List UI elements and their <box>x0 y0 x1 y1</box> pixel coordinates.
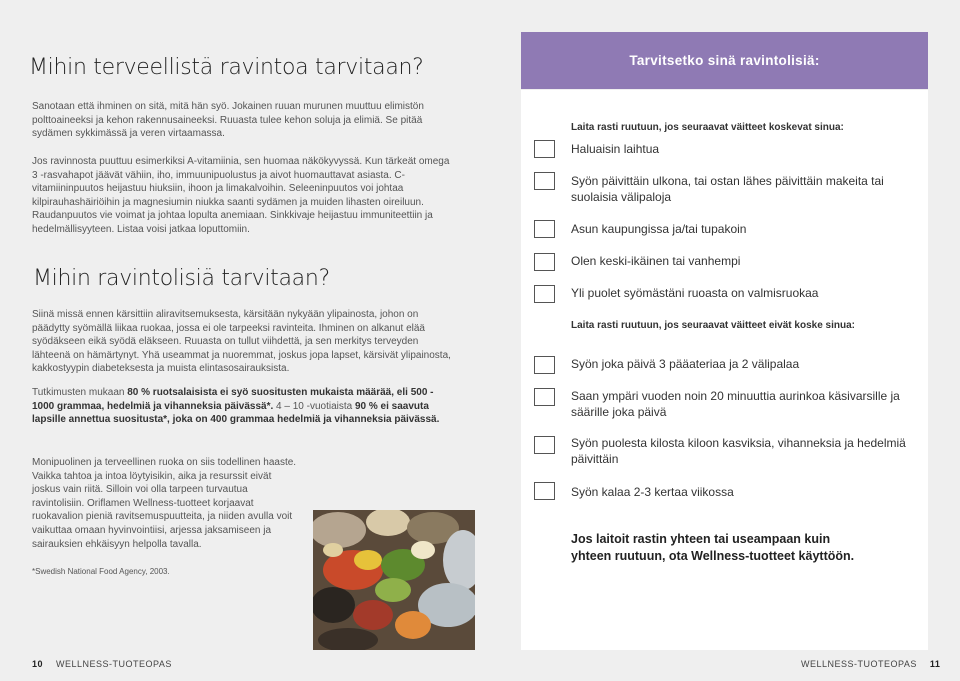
footnote: *Swedish National Food Agency, 2003. <box>32 567 170 576</box>
checkbox-item-4[interactable] <box>534 253 555 271</box>
overweight-paragraph: Siinä missä ennen kärsittiin aliravitsemuksesta, kärsitään nykyään ylipainosta, johon on päädytty syömällä liikaa ruokaa, jossa ei ole tarpeeksi ravinteita. Ihminen on alkanut elää syödäkseen eikä syödä eläkseen. Ruuasta on tullut viihdettä, ja sen merkitys terveyden lähteenä on hämärtynyt. Yhä useammat ja nuoremmat, joskus jopa lapset, kärsivät ylipainosta, kakkostyypin diabeteksesta ja muista elintasosairauksista. <box>32 309 451 375</box>
page-title-terveellista: Mihin terveellistä ravintoa tarvitaan? <box>29 55 424 80</box>
question-text-8: Syön puolesta kilosta kiloon kasviksia, vihanneksia ja hedelmiä päivittäin <box>571 436 906 466</box>
checkbox-item-7[interactable] <box>534 388 555 406</box>
checkbox-item-3[interactable] <box>534 220 555 238</box>
footer-right <box>801 659 940 669</box>
footer-label-right: WELLNESS-TUOTEOPAS <box>801 659 917 669</box>
checkbox-item-2[interactable] <box>534 172 555 190</box>
wellness-paragraph: Monipuolinen ja terveellinen ruoka on siis todellinen haaste. Vaikka tahtoa ja intoa löytyisikin, aika ja resurssit eivät joskus vain riitä. Silloin voi olla tarpeen turvautua ravintolisiin. Oriflamen Wellness-tuotteet korjaavat ruokavalion pieniä ravitsemuspuutteita, ja niiden avulla voit vaikuttaa omaan hyvinvointiisi, arjessa jaksamiseen ja sairauksien ehkäisyyn helpolla tavalla. <box>32 457 297 550</box>
section-heading-not-applies: Laita rasti ruutuun, jos seuraavat väitteet eivät koske sinua: <box>571 320 855 331</box>
question-text-3: Asun kaupungissa ja/tai tupakoin <box>571 222 747 236</box>
intro-paragraph: Sanotaan että ihminen on sitä, mitä hän syö. Jokainen ruuan murunen muuttuu elimistön polttoaineeksi ja kehon rakennusaineeksi. Ruuasta tulee kehon soluja ja elimiä. Se pitää sydämen sykkimässä ja veren virtaamassa. <box>32 101 424 140</box>
food-photo <box>313 510 475 650</box>
research-paragraph: Tutkimusten mukaan 80 % ruotsalaisista ei syö suositusten mukaista määrää, eli 500 - 1000 grammaa, hedelmiä ja vihanneksia päivässä*. 4 – 10 -vuotiaista 90 % ei saavuta lapsille annettua suositusta*, joka on 400 grammaa hedelmiä ja vihanneksia päivässä. <box>32 387 440 426</box>
footer-label-left: WELLNESS-TUOTEOPAS <box>56 659 172 669</box>
question-text-6: Syön joka päivä 3 pääateriaa ja 2 välipalaa <box>571 357 800 371</box>
checkbox-item-8[interactable] <box>534 436 555 454</box>
checkbox-item-9[interactable] <box>534 482 555 500</box>
question-text-1: Haluaisin laihtua <box>571 142 660 156</box>
deficiency-paragraph: Jos ravinnosta puuttuu esimerkiksi A-vitamiinia, sen huomaa näkökyvyssä. Kun tärkeät omega 3 -rasvahapot jäävät vähiin, iho, immuunipuolustus ja aivot huomauttavat asiasta. C-vitamiininpuutos heijastuu hiuksiin, ihoon ja limakalvoihin. Seleeninpuutos voi johtaa kilpirauhashäiriöihin ja magnesiumin niukka saanti sydämen ja muiden lihasten oireiluun. Raudanpuutos vie voimat ja johtaa lopulta anemiaan. Sinkkivaje heijastuu immuniteettiin ja hedelmällisyyteen. Listaa voisi jatkaa loputtomiin. <box>32 156 450 235</box>
conclusion-text: Jos laitoit rastin yhteen tai useampaan kuin yhteen ruutuun, ota Wellness-tuotteet käyttöön. <box>571 532 855 563</box>
checkbox-item-5[interactable] <box>534 285 555 303</box>
checkbox-item-6[interactable] <box>534 356 555 374</box>
footer-left <box>32 659 172 669</box>
question-text-5: Yli puolet syömästäni ruoasta on valmisruokaa <box>571 286 819 300</box>
checkbox-item-1[interactable] <box>534 140 555 158</box>
page-number-right: 11 <box>929 659 941 669</box>
section-heading-applies: Laita rasti ruutuun, jos seuraavat väitteet koskevat sinua: <box>571 122 844 133</box>
question-text-7: Saan ympäri vuoden noin 20 minuuttia aurinkoa käsivarsille ja säärille joka päivä <box>571 389 900 419</box>
questionnaire-banner: Tarvitsetko sinä ravintolisiä: <box>521 32 928 89</box>
question-text-4: Olen keski-ikäinen tai vanhempi <box>571 254 741 268</box>
page-title-ravintolisia: Mihin ravintolisiä tarvitaan? <box>33 266 330 291</box>
page-number-left: 10 <box>32 659 44 669</box>
question-text-2: Syön päivittäin ulkona, tai ostan lähes päivittäin makeita tai suolaisia välipaloja <box>571 174 884 204</box>
question-text-9: Syön kalaa 2-3 kertaa viikossa <box>571 485 734 499</box>
